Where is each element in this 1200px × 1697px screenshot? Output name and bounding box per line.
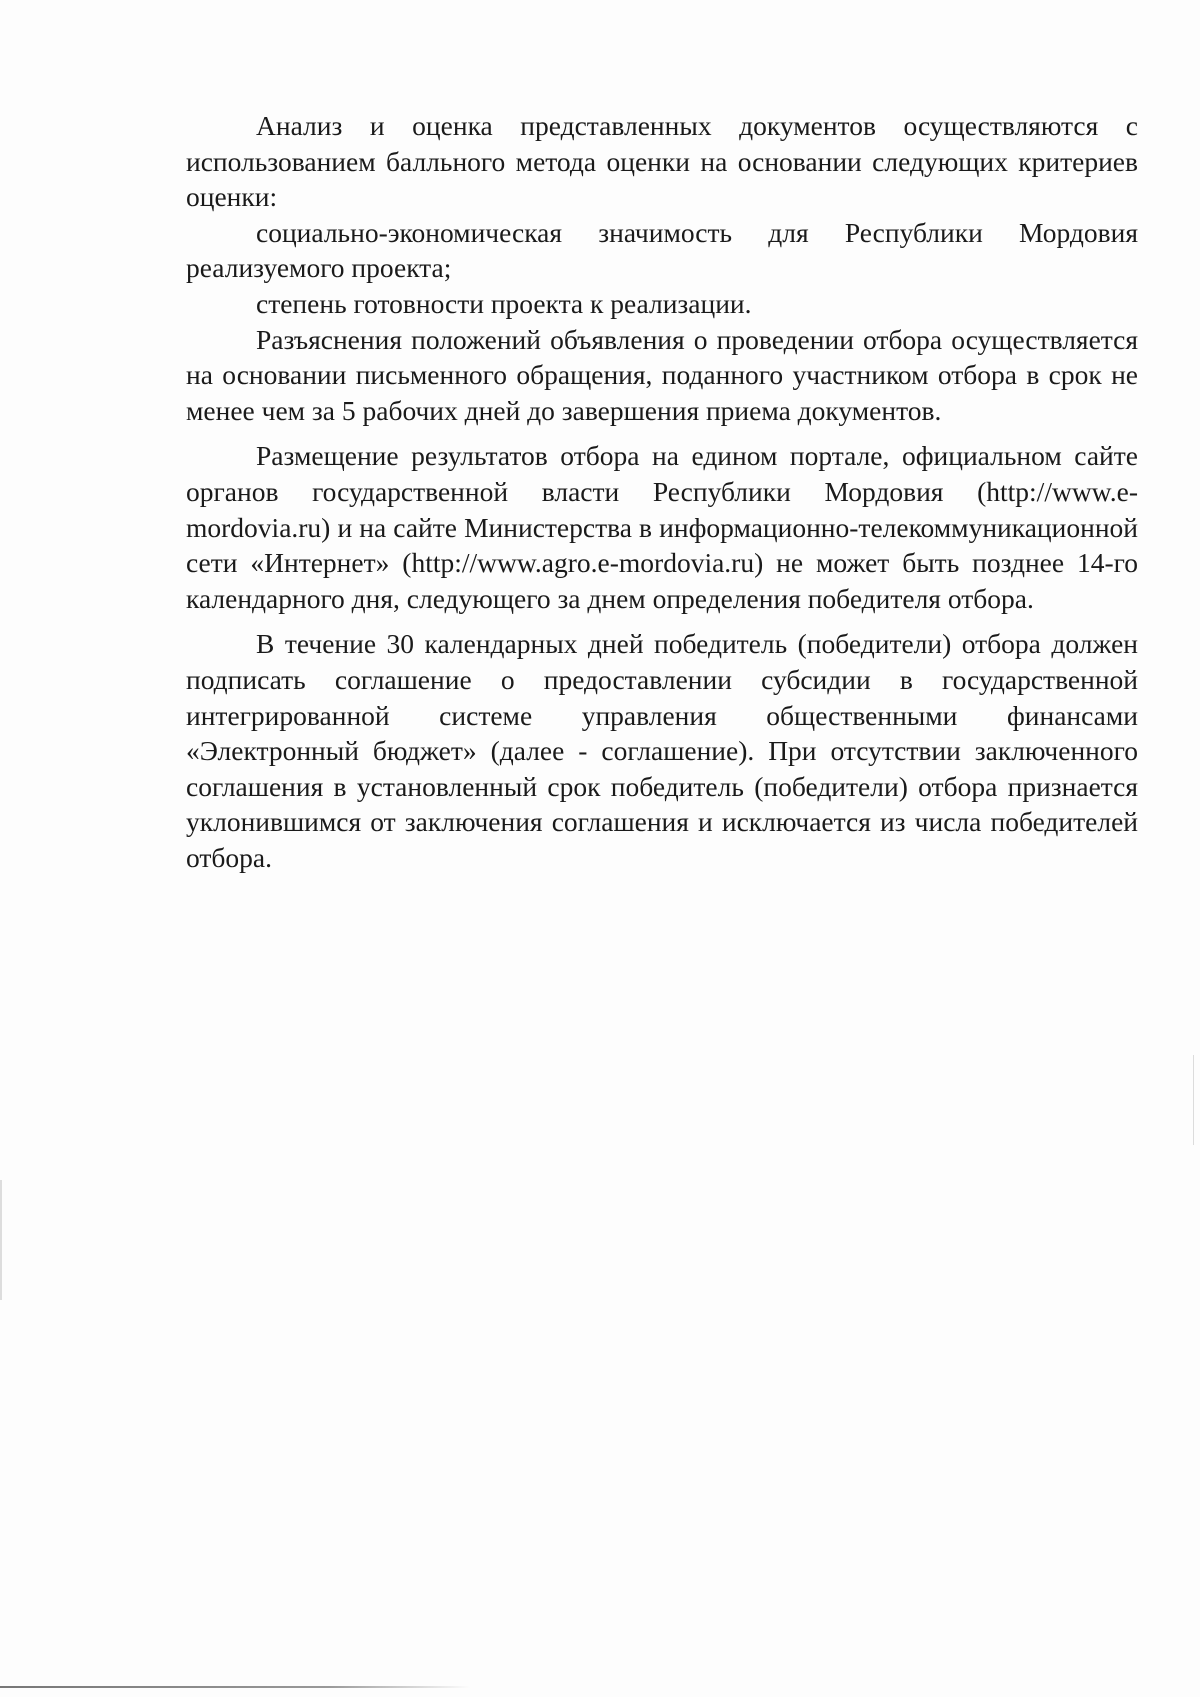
document-body bbox=[186, 108, 1138, 875]
paragraph-results-publication: Размещение результатов отбора на едином портале, официальном сайте органов государственной власти Республики Мордовия (http://www.e-mordovia.ru) и на сайте Министерства в информационно-телекоммуникационной сети «Интернет» (http://www.agro.e-mordovia.ru) не может быть позднее 14-го календарного дня, следующего за днем определения победителя отбора. bbox=[186, 440, 1138, 614]
paragraph-criterion-significance: социально-экономическая значимость для Республики Мордовия реализуемого проекта; bbox=[186, 216, 1138, 284]
paragraph-criterion-readiness: степень готовности проекта к реализации. bbox=[256, 287, 752, 319]
bottom-divider bbox=[0, 1686, 470, 1688]
scan-edge-mark bbox=[0, 1180, 2, 1300]
paragraph-evaluation-method: Анализ и оценка представленных документов осуществляются с использованием балльного метода оценки на основании следующих критериев оценки: bbox=[186, 110, 1138, 213]
paragraph-agreement-signing: В течение 30 календарных дней победитель (победители) отбора должен подписать соглашение о предоставлении субсидии в государственной интегрированной системе управления общественными финансами «Электронный бюджет» (далее - соглашение). При отсутствии заключенного соглашения в установленный срок победитель (победители) отбора признается уклонившимся от заключения соглашения и исключается из числа победителей отбора. bbox=[186, 628, 1138, 873]
paragraph-clarifications: Разъяснения положений объявления о проведении отбора осуществляется на основании письменного обращения, поданного участником отбора в срок не менее чем за 5 рабочих дней до завершения приема документов. bbox=[186, 323, 1138, 426]
scan-edge-mark bbox=[1193, 1055, 1194, 1145]
